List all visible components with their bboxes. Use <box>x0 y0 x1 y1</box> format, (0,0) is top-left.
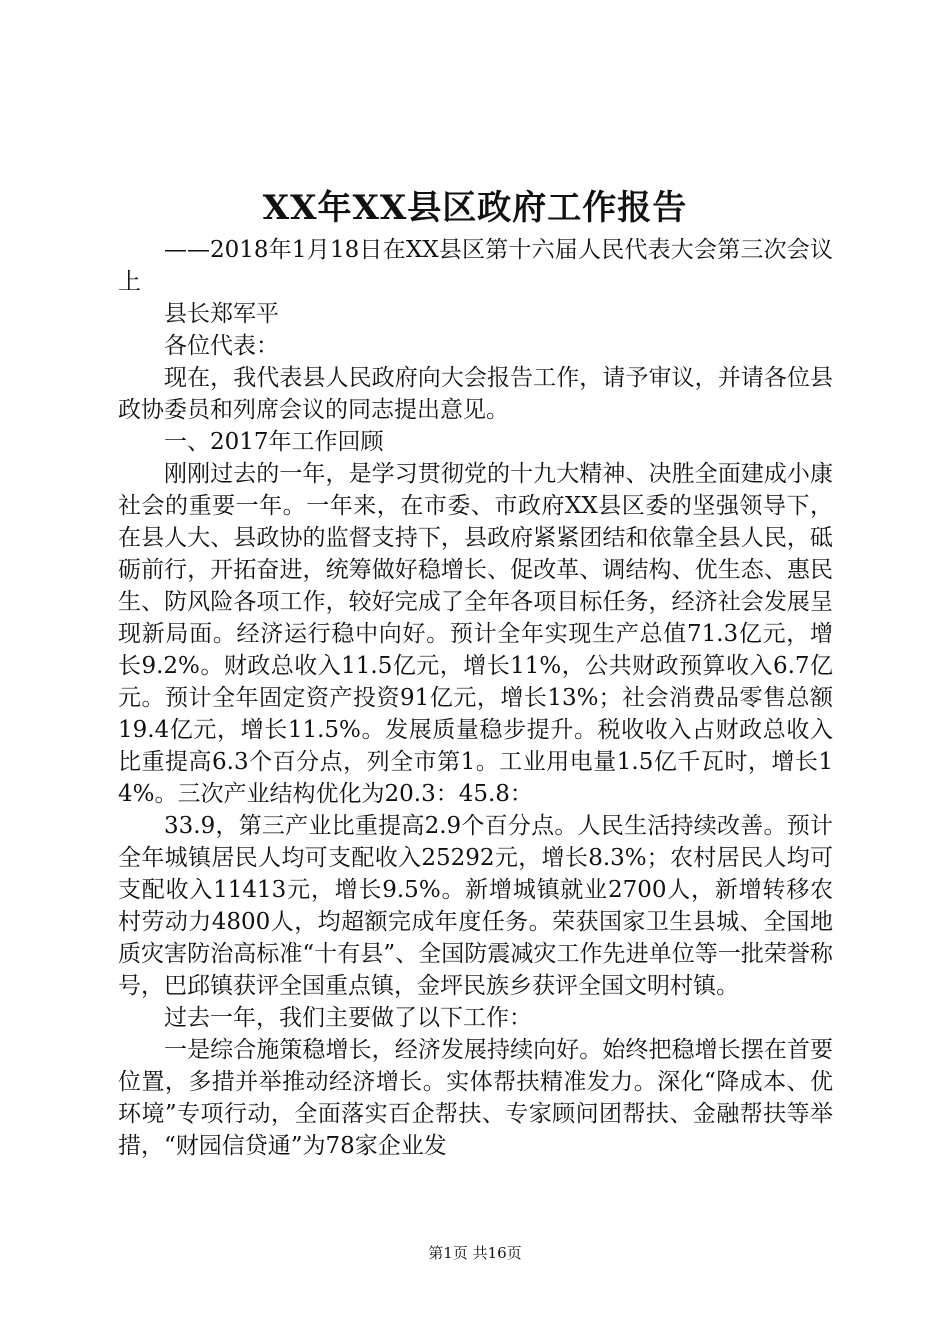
speaker-line: 县长郑军平 <box>164 301 279 327</box>
opening-paragraph: 现在，我代表县人民政府向大会报告工作，请予审议，并请各位县政协委员和列席会议的同志提出意见。 <box>118 365 833 423</box>
page-footer: 第1页 共16页 <box>428 1244 522 1262</box>
work-intro-paragraph: 过去一年，我们主要做了以下工作： <box>164 1005 532 1031</box>
section-heading: 一、2017年工作回顾 <box>164 429 384 455</box>
subtitle-line: ——2018年1月18日在XX县区第十六届人民代表大会第三次会议上 <box>118 237 833 295</box>
review-paragraph: 刚刚过去的一年，是学习贯彻党的十九大精神、决胜全面建成小康社会的重要一年。一年来，在市委、市政府XX县区委的坚强领导下，在县人大、县政协的监督支持下，县政府紧紧团结和依靠全县人民，砥砺前行，开拓奋进，统筹做好稳增长、促改革、调结构、优生态、惠民生、防风险各项工作，较好完成了全年各项目标任务，经济社会发展呈现新局面。经济运行稳中向好。预计全年实现生产总值71.3亿元，增长9.2%。财政总收入11.5亿元，增长11%，公共财政预算收入6.7亿元。预计全年固定资产投资91亿元，增长13%；社会消费品零售总额19.4亿元，增长11.5%。发展质量稳步提升。税收收入占财政总收入比重提高6.3个百分点，列全市第1。工业用电量1.5亿千瓦时，增长14%。三次产业结构优化为20.3：45.8： <box>118 461 833 807</box>
work-item-paragraph: 一是综合施策稳增长，经济发展持续向好。始终把稳增长摆在首要位置，多措并举推动经济增长。实体帮扶精准发力。深化“降成本、优环境”专项行动，全面落实百企帮扶、专家顾问团帮扶、金融帮扶等举措，“财园信贷通”为78家企业发 <box>118 1037 833 1159</box>
document-body <box>118 234 833 1162</box>
document-title: XX年XX县区政府工作报告 <box>262 188 688 228</box>
salutation: 各位代表： <box>164 333 279 359</box>
review-paragraph-continued: 33.9，第三产业比重提高2.9个百分点。人民生活持续改善。预计全年城镇居民人均可支配收入25292元，增长8.3%；农村居民人均可支配收入11413元，增长9.5%。新增城镇就业2700人，新增转移农村劳动力4800人，均超额完成年度任务。荣获国家卫生县城、全国地质灾害防治高标准“十有县”、全国防震减灾工作先进单位等一批荣誉称号，巴邱镇获评全国重点镇，金坪民族乡获评全国文明村镇。 <box>118 813 833 999</box>
